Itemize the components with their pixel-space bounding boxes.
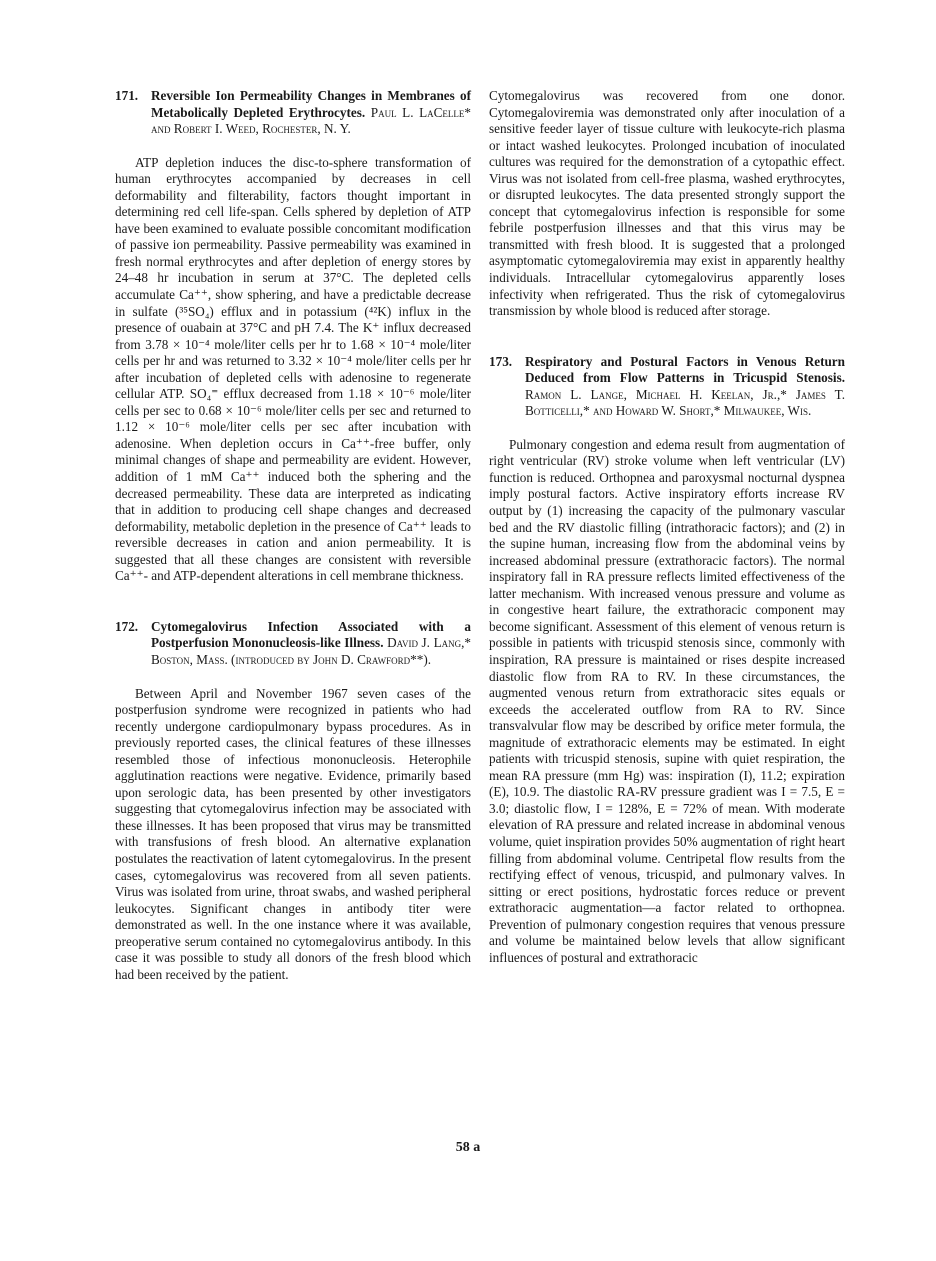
abstract-172-number: 172. — [115, 618, 139, 634]
abstract-171-heading — [115, 88, 471, 138]
abstract-172-heading — [115, 619, 471, 669]
abstract-172-authors: David J. Lang,* Boston, Mass. (introduced by John D. Crawford**). — [151, 635, 472, 667]
abstract-172-continuation: Cytomegalovirus was recovered from one donor. Cytomegaloviremia was demonstrated only after inoculation of a sensitive feeder layer of tissue culture with leukocyte-rich plasma or intact washed leukocytes. Prolonged incubation of inoculated cultures was required for the demonstration of a cytopathic effect. Virus was not isolated from cell-free plasma, washed erythrocytes, or disrupted leukocytes. The data presented strongly support the concept that cytomegalovirus infection is responsible for some febrile postperfusion illnesses and that this virus may be transmitted with fresh blood. It is suggested that a prolonged asymptomatic cytomegaloviremia may exist in apparently healthy individuals. Intracellular cytomegalovirus apparently loses infectivity when refrigerated. Thus the risk of cytomegalovirus transmission by whole blood is reduced after storage. — [489, 88, 845, 319]
abstract-173-number: 173. — [489, 353, 513, 369]
abstract-171-title: Reversible Ion Permeability Changes in Membranes of Metabolically Depleted Erythrocytes. — [151, 88, 471, 120]
abstract-173-heading — [489, 354, 845, 420]
abstract-173-body: Pulmonary congestion and edema result from augmentation of right ventricular (RV) stroke volume when left ventricular (LV) function is reduced. Orthopnea and paroxysmal nocturnal dyspnea imply postural factors. Active inspiratory efforts increase RV output by (1) increasing the capacity of the pulmonary vascular bed and the RV diastolic filling (intrathoracic factors); and (2) in the supine human, increasing flow from the abdominal veins by increased abdominal pressure (extrathoracic factors). The normal inspiratory fall in RA pressure reflects limited effectiveness of the latter mechanism. With increased venous pressure and volume as in congestive heart failure, the extrathoracic component may become significant. Assessment of this element of venous return is possible in patients with tricuspid stenosis since, commonly with inspiration, RA pressure is maintained or rises despite increased diastolic flow from RA to RV. In these circumstances, the augmented venous return from extrathoracic sites equals or exceeds the accelerated outflow from RA to RV. Since transvalvular flow may be described by orifice meter formula, the magnitude of extrathoracic elements may be estimated. In eight patients with tricuspid stenosis, supine with quiet respiration, the mean RA pressure (mm Hg) was: inspiration (I), 11.2; expiration (E), 10.9. The diastolic RA-RV pressure gradient was I = 7.5, E = 3.0; diastolic flow, I = 128%, E = 72% of mean. With moderate elevation of RA pressure and related increase in abdominal venous volume, quiet inspiration provides 50% augmentation of right heart filling from abdominal volume. Centripetal flow results from the rectifying effect of venous, tricuspid, and pulmonary valves. In sitting or erect positions, hydrostatic forces reduce or prevent extrathoracic augmentation—a factor related to orthopnea. Prevention of pulmonary congestion requires that venous pressure and volume be maintained below levels that allow significant influences of postural and extrathoracic — [489, 436, 845, 965]
page-number: 58 a — [455, 1140, 481, 1155]
abstract-171-body: ATP depletion induces the disc-to-sphere transformation of human erythrocytes accompanied by decreases in cell deformability and filterability, factors thought important in determining red cell life-span. Cells sphered by depletion of ATP have been examined to evaluate possible concomitant modification of passive ion permeability. Passive permeability was examined in fresh normal erythrocytes and after depletion of energy stores by 24–48 hr incubation in serum at 37°C. The depleted cells accumulate Ca⁺⁺, show sphering, and have a predictable decrease in sulfate (³⁵SO₄) efflux and in potassium (⁴²K) influx in the presence of ouabain at 37°C and pH 7.4. The K⁺ influx decreased from 3.78 × 10⁻⁴ mole/liter cells per hr to 1.68 × 10⁻⁴ mole/liter cells per hr and was returned to 3.32 × 10⁻⁴ mole/liter cells per hr after incubation of depleted cells with adenosine to regenerate cellular ATP. SO₄⁼ efflux decreased from 1.18 × 10⁻⁶ mole/liter cells per sec to 0.68 × 10⁻⁶ mole/liter cells per sec and returned to 1.12 × 10⁻⁶ mole/liter cells per sec after incubation with adenosine. When depletion occurs in Ca⁺⁺-free buffer, only minimal changes of shape and permeability are evident. However, addition of 1 mM Ca⁺⁺ induced both the sphering and the decreased permeability. These data are interpreted as indicating that in addition to producing cell shape changes and decreased deformability, metabolic depletion in the presence of Ca⁺⁺ leads to reversible decreases in cation and anion permeability. It is suggested that all these changes are consistent with reversible Ca⁺⁺- and ATP-dependent alterations in cell membrane thickness. — [115, 154, 471, 584]
abstract-173-authors: Ramon L. Lange, Michael H. Keelan, Jr.,* James T. Botticelli,* and Howard W. Short,* Milwaukee, Wis. — [525, 386, 845, 419]
abstract-172-body: Between April and November 1967 seven cases of the postperfusion syndrome were recognized in patients who had recently undergone cardiopulmonary bypass procedures. As in previously reported cases, the clinical features of these illnesses resembled those of infectious mononucleosis. Heterophile agglutination reactions were negative. Evidence, primarily based upon serologic data, has been presented by other investigators suggesting that cytomegalovirus infection may be associated with these illnesses. It has been proposed that virus may be transmitted with transfusions of fresh blood. An alternative explanation postulates the reactivation of latent cytomegalovirus. In the present cases, cytomegalovirus was recovered from all seven patients. Virus was isolated from urine, throat swabs, and washed peripheral leukocytes. Significant changes in antibody titer were demonstrated as well. In the one instance where it was available, preoperative serum contained no cytomegalovirus antibody. In this case it was possible to study all donors of the fresh blood which had been received by the patient. — [115, 685, 471, 982]
left-column — [115, 88, 471, 983]
abstract-171-authors: Paul L. LaCelle* and Robert I. Weed, Rochester, N. Y. — [151, 104, 472, 137]
abstract-171-number: 171. — [115, 88, 139, 103]
abstract-172-title: Cytomegalovirus Infection Associated with a Postperfusion Mononucleosis-like Illness. — [151, 618, 471, 651]
right-column — [489, 88, 845, 966]
abstract-173-title: Respiratory and Postural Factors in Venous Return Deduced from Flow Patterns in Tricuspid Stenosis. — [525, 353, 845, 386]
